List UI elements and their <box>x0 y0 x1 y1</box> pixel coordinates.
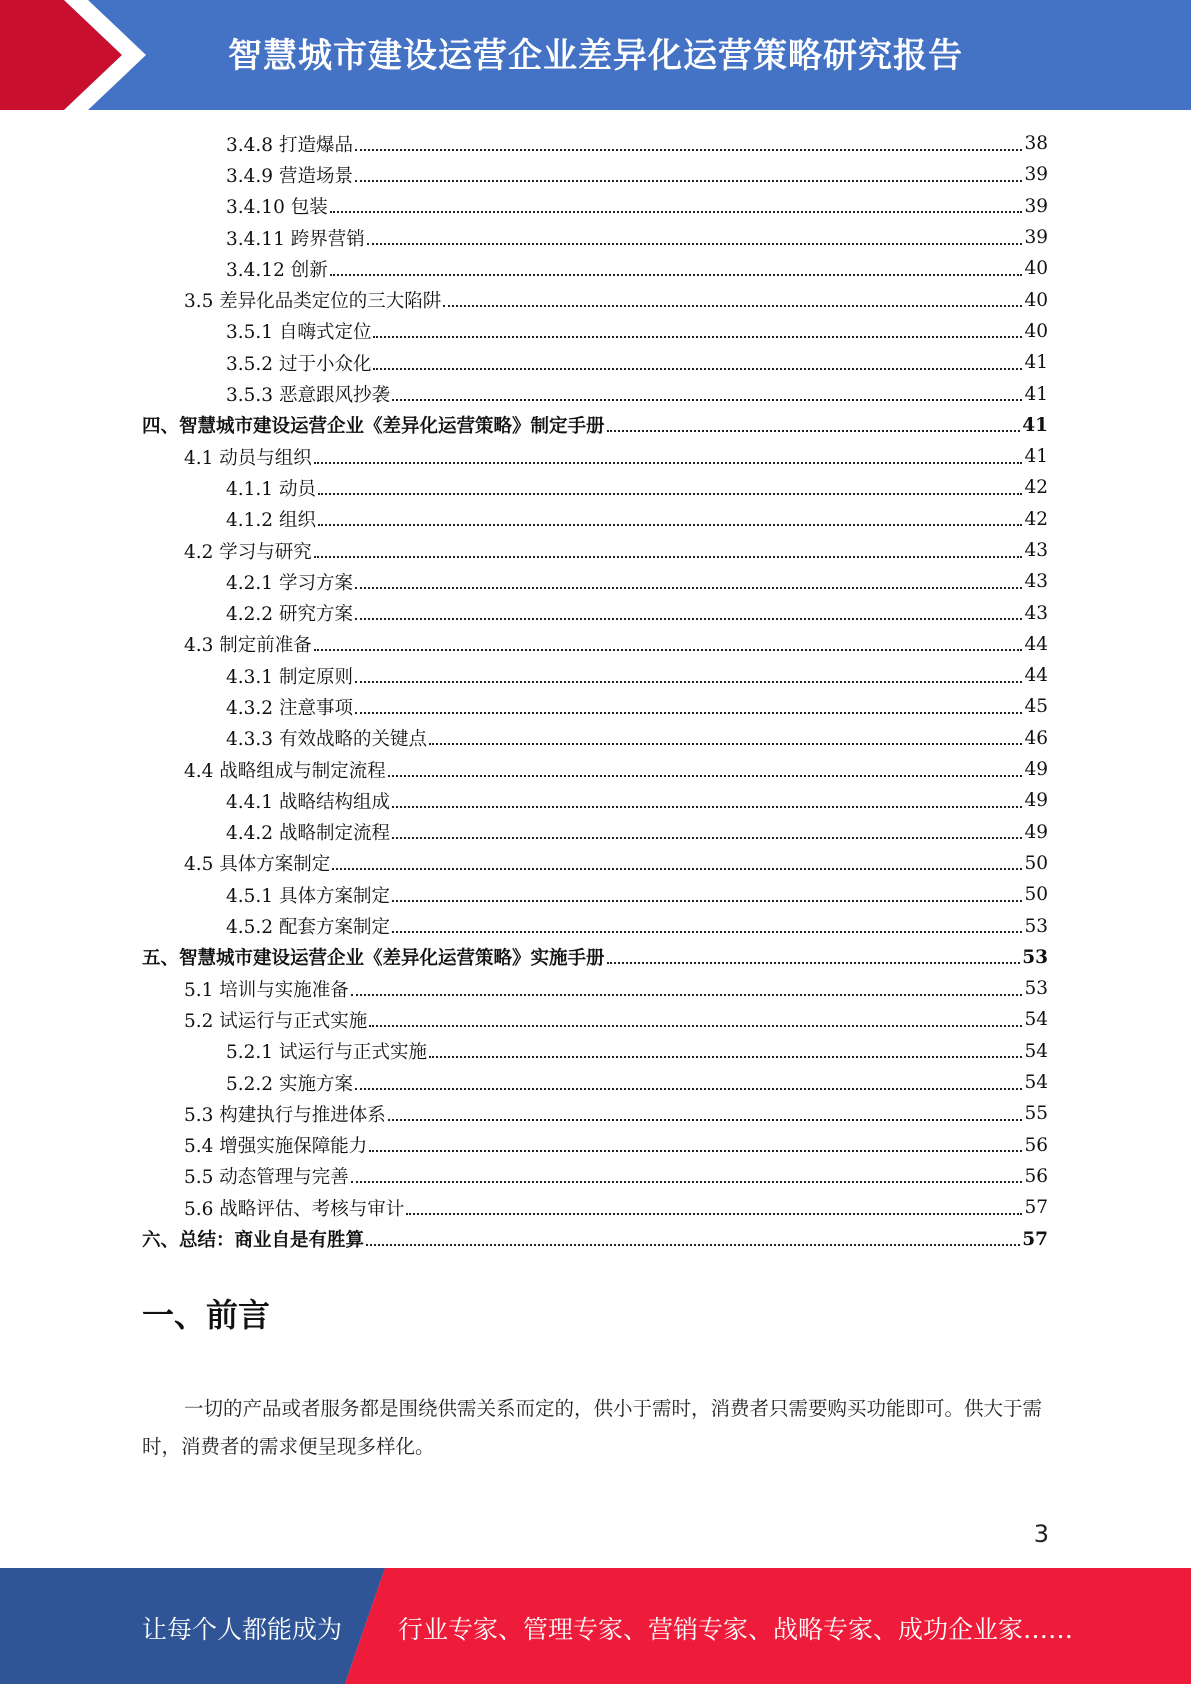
toc-entry[interactable] <box>142 660 1048 691</box>
toc-entry-page: 54 <box>1024 1072 1048 1094</box>
toc-entry-page: 46 <box>1024 727 1048 749</box>
toc-entry-label: 3.4.10 包装 <box>226 197 328 219</box>
toc-entry[interactable] <box>142 1098 1048 1129</box>
toc-entry[interactable] <box>142 879 1048 910</box>
footer-slogan-left: 让每个人都能成为 <box>142 1615 343 1644</box>
toc-dot-leader <box>318 493 1023 495</box>
toc-entry-page: 49 <box>1024 821 1048 843</box>
table-of-contents <box>142 128 1048 1255</box>
toc-dot-leader <box>369 1025 1022 1027</box>
toc-dot-leader <box>392 837 1022 839</box>
toc-dot-leader <box>330 211 1023 213</box>
toc-entry[interactable] <box>142 316 1048 347</box>
toc-entry-label: 3.5.2 过于小众化 <box>226 353 372 375</box>
toc-entry[interactable] <box>142 378 1048 409</box>
toc-entry-label: 六、总结：商业自是有胜算 <box>142 1230 365 1252</box>
toc-entry[interactable] <box>142 1192 1048 1223</box>
toc-dot-leader <box>355 149 1023 151</box>
toc-dot-leader <box>314 556 1023 558</box>
toc-entry[interactable] <box>142 1004 1048 1035</box>
toc-entry-label: 4.2.1 学习方案 <box>226 572 353 594</box>
toc-entry-label: 4.1 动员与组织 <box>184 447 312 469</box>
page-header <box>0 0 1191 110</box>
toc-entry-label: 4.1.1 动员 <box>226 478 316 500</box>
toc-entry-page: 44 <box>1024 665 1048 687</box>
toc-entry-page: 54 <box>1024 1040 1048 1062</box>
toc-entry-label: 4.4.2 战略制定流程 <box>226 823 390 845</box>
toc-dot-leader <box>318 524 1023 526</box>
toc-entry-label: 4.2 学习与研究 <box>184 541 312 563</box>
toc-dot-leader <box>392 931 1022 933</box>
toc-entry-label: 4.3.1 制定原则 <box>226 666 353 688</box>
toc-entry[interactable] <box>142 785 1048 816</box>
toc-entry-page: 40 <box>1024 320 1048 342</box>
toc-dot-leader <box>366 1244 1020 1246</box>
toc-dot-leader <box>314 649 1023 651</box>
toc-entry[interactable] <box>142 504 1048 535</box>
toc-entry[interactable] <box>142 441 1048 472</box>
toc-entry-page: 56 <box>1024 1165 1048 1187</box>
toc-entry-page: 49 <box>1024 759 1048 781</box>
toc-entry-page: 40 <box>1024 289 1048 311</box>
toc-dot-leader <box>351 1181 1023 1183</box>
toc-entry-label: 4.1.2 组织 <box>226 510 316 532</box>
toc-entry-page: 44 <box>1024 633 1048 655</box>
toc-entry[interactable] <box>142 597 1048 628</box>
toc-entry-label: 5.1 培训与实施准备 <box>184 979 349 1001</box>
toc-entry[interactable] <box>142 848 1048 879</box>
toc-dot-leader <box>443 305 1022 307</box>
toc-entry-label: 3.4.8 打造爆品 <box>226 134 353 156</box>
toc-entry-label: 3.5.3 恶意跟风抄袭 <box>226 385 390 407</box>
toc-entry-label: 4.5.2 配套方案制定 <box>226 917 390 939</box>
toc-dot-leader <box>332 868 1022 870</box>
toc-dot-leader <box>355 180 1023 182</box>
toc-entry-label: 4.3.2 注意事项 <box>226 697 353 719</box>
toc-entry-page: 49 <box>1024 790 1048 812</box>
toc-dot-leader <box>355 712 1023 714</box>
toc-entry[interactable] <box>142 942 1048 973</box>
toc-entry-label: 四、智慧城市建设运营企业《差异化运营策略》制定手册 <box>142 416 605 438</box>
toc-dot-leader <box>330 274 1023 276</box>
toc-entry-page: 45 <box>1024 696 1048 718</box>
toc-entry[interactable] <box>142 1130 1048 1161</box>
toc-entry[interactable] <box>142 1067 1048 1098</box>
toc-entry-page: 41 <box>1024 383 1048 405</box>
toc-entry-label: 5.5 动态管理与完善 <box>184 1167 349 1189</box>
toc-entry[interactable] <box>142 754 1048 785</box>
toc-entry-page: 39 <box>1024 164 1048 186</box>
toc-entry[interactable] <box>142 817 1048 848</box>
toc-entry-label: 5.4 增强实施保障能力 <box>184 1136 368 1158</box>
toc-entry[interactable] <box>142 1161 1048 1192</box>
toc-entry-label: 3.4.11 跨界营销 <box>226 228 365 250</box>
toc-entry-page: 40 <box>1024 258 1048 280</box>
toc-entry-label: 4.4.1 战略结构组成 <box>226 791 390 813</box>
toc-entry-page: 39 <box>1024 195 1048 217</box>
toc-entry-label: 5.6 战略评估、考核与审计 <box>184 1198 405 1220</box>
toc-entry-label: 3.5 差异化品类定位的三大陷阱 <box>184 291 442 313</box>
toc-entry-page: 50 <box>1024 884 1048 906</box>
toc-dot-leader <box>429 743 1022 745</box>
toc-entry[interactable] <box>142 691 1048 722</box>
toc-entry-page: 55 <box>1024 1103 1048 1125</box>
toc-dot-leader <box>373 368 1022 370</box>
toc-entry[interactable] <box>142 410 1048 441</box>
toc-entry[interactable] <box>142 910 1048 941</box>
page-number: 3 <box>1033 1520 1049 1548</box>
toc-entry-label: 5.2 试运行与正式实施 <box>184 1010 368 1032</box>
toc-entry-label: 5.2.1 试运行与正式实施 <box>226 1042 427 1064</box>
toc-dot-leader <box>355 587 1023 589</box>
toc-entry-label: 3.4.12 创新 <box>226 259 328 281</box>
toc-entry-label: 5.3 构建执行与推进体系 <box>184 1104 386 1126</box>
toc-entry-label: 5.2.2 实施方案 <box>226 1073 353 1095</box>
toc-dot-leader <box>314 462 1023 464</box>
toc-entry-page: 43 <box>1024 571 1048 593</box>
toc-entry[interactable] <box>142 191 1048 222</box>
toc-entry[interactable] <box>142 723 1048 754</box>
toc-entry-label: 五、智慧城市建设运营企业《差异化运营策略》实施手册 <box>142 948 605 970</box>
toc-entry-page: 41 <box>1024 352 1048 374</box>
toc-entry[interactable] <box>142 128 1048 159</box>
body-paragraph: 一切的产品或者服务都是围绕供需关系而定的，供小于需时，消费者只需要购买功能即可。供大于需时，消费者的需求便呈现多样化。 <box>142 1397 1043 1458</box>
toc-dot-leader <box>355 681 1023 683</box>
toc-dot-leader <box>355 1088 1023 1090</box>
footer-slogan-right: 行业专家、管理专家、营销专家、战略专家、成功企业家…… <box>398 1615 1074 1644</box>
toc-dot-leader <box>392 900 1022 902</box>
document-title: 智慧城市建设运营企业差异化运营策略研究报告 <box>228 36 963 76</box>
section-heading: 一、前言 <box>142 1296 271 1334</box>
toc-dot-leader <box>388 1119 1023 1121</box>
toc-entry-page: 53 <box>1024 978 1048 1000</box>
toc-dot-leader <box>429 1056 1022 1058</box>
toc-dot-leader <box>392 806 1022 808</box>
toc-entry-page: 53 <box>1024 915 1048 937</box>
toc-entry-page: 42 <box>1024 508 1048 530</box>
toc-entry-page: 43 <box>1024 602 1048 624</box>
toc-dot-leader <box>373 336 1022 338</box>
toc-entry-page: 57 <box>1024 1197 1048 1219</box>
toc-dot-leader <box>351 994 1023 996</box>
toc-entry-label: 3.5.1 自嗨式定位 <box>226 322 372 344</box>
toc-entry[interactable] <box>142 1036 1048 1067</box>
toc-entry[interactable] <box>142 347 1048 378</box>
toc-entry-label: 4.4 战略组成与制定流程 <box>184 760 386 782</box>
toc-entry[interactable] <box>142 159 1048 190</box>
toc-dot-leader <box>406 1213 1022 1215</box>
toc-entry-page: 50 <box>1024 852 1048 874</box>
toc-entry-page: 38 <box>1024 133 1048 155</box>
toc-entry-label: 4.2.2 研究方案 <box>226 604 353 626</box>
toc-entry-label: 3.4.9 营造场景 <box>226 165 353 187</box>
toc-dot-leader <box>369 1150 1022 1152</box>
toc-entry-page: 39 <box>1024 227 1048 249</box>
toc-entry-label: 4.5 具体方案制定 <box>184 854 331 876</box>
toc-entry[interactable] <box>142 566 1048 597</box>
toc-entry-page: 43 <box>1024 540 1048 561</box>
toc-entry-page: 53 <box>1022 946 1048 968</box>
toc-entry-page: 57 <box>1022 1228 1048 1250</box>
toc-entry-page: 56 <box>1024 1134 1048 1156</box>
toc-entry[interactable] <box>142 472 1048 503</box>
toc-entry[interactable] <box>142 222 1048 253</box>
toc-entry[interactable] <box>142 973 1048 1004</box>
toc-entry[interactable] <box>142 629 1048 660</box>
toc-entry-page: 41 <box>1022 414 1048 436</box>
toc-entry-label: 4.3.3 有效战略的关键点 <box>226 729 427 751</box>
toc-entry[interactable] <box>142 535 1048 566</box>
toc-dot-leader <box>367 243 1023 245</box>
page-footer <box>0 1568 1191 1684</box>
toc-dot-leader <box>355 618 1023 620</box>
toc-dot-leader <box>607 962 1021 964</box>
toc-dot-leader <box>607 430 1021 432</box>
toc-entry[interactable] <box>142 284 1048 315</box>
toc-entry[interactable] <box>142 253 1048 284</box>
toc-entry-page: 41 <box>1024 446 1048 468</box>
toc-dot-leader <box>388 775 1023 777</box>
toc-entry-page: 42 <box>1024 477 1048 499</box>
toc-entry-page: 54 <box>1024 1009 1048 1031</box>
toc-entry-label: 4.3 制定前准备 <box>184 635 312 657</box>
toc-entry-label: 4.5.1 具体方案制定 <box>226 885 390 907</box>
toc-entry[interactable] <box>142 1223 1048 1254</box>
toc-dot-leader <box>392 399 1022 401</box>
